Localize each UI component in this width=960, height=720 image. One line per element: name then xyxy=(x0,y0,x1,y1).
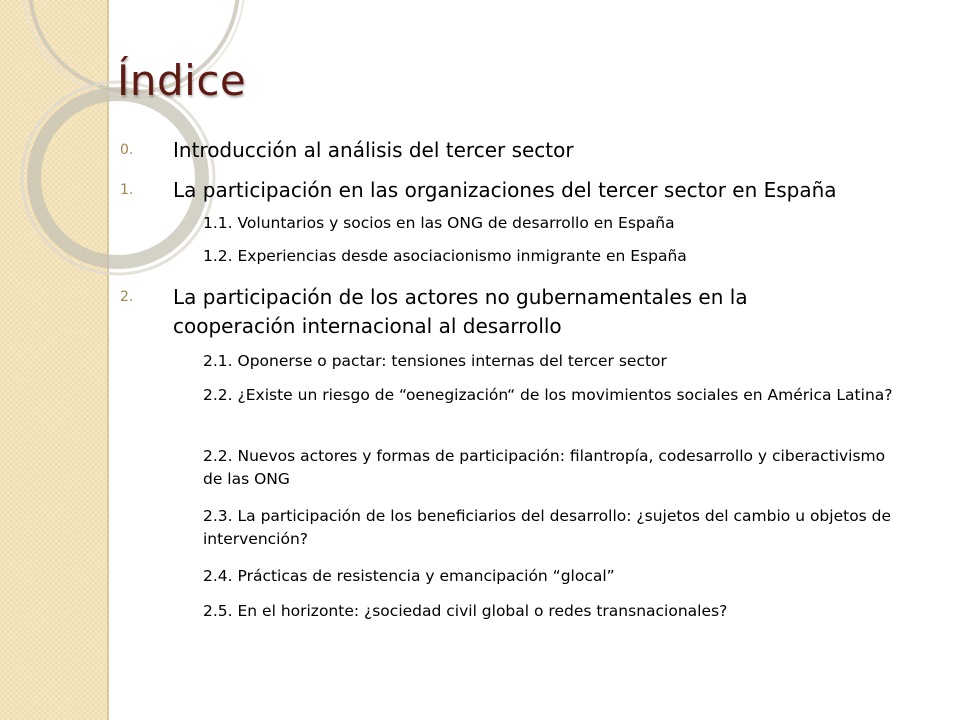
toc-number: 1. xyxy=(120,182,134,198)
slide-title: Índice xyxy=(117,56,247,105)
toc-number: 0. xyxy=(120,142,134,158)
toc-subitem-2-2b: 2.2. Nuevos actores y formas de participación: filantropía, codesarrollo y ciberactivismo de las ONG xyxy=(203,447,886,488)
toc-subitem-2-4: 2.4. Prácticas de resistencia y emancipación “glocal” xyxy=(203,567,615,585)
toc-subitem-2-5: 2.5. En el horizonte: ¿sociedad civil global o redes transnacionales? xyxy=(203,602,728,620)
toc-subitem-2-2: 2.2. ¿Existe un riesgo de “oenegización“ de los movimientos sociales en América Latina? xyxy=(203,386,893,404)
toc-subitem-1-1: 1.1. Voluntarios y socios en las ONG de desarrollo en España xyxy=(203,214,675,232)
toc-subitem-2-3: 2.3. La participación de los beneficiarios del desarrollo: ¿sujetos del cambio u objetos de intervención? xyxy=(203,507,892,548)
toc-text: Introducción al análisis del tercer sector xyxy=(173,138,574,162)
toc-number: 2. xyxy=(120,289,134,305)
toc-text: La participación de los actores no gubernamentales en la cooperación internacional al desarrollo xyxy=(173,285,748,338)
toc-subitem-1-2: 1.2. Experiencias desde asociacionismo inmigrante en España xyxy=(203,247,687,265)
toc-text: La participación en las organizaciones del tercer sector en España xyxy=(173,178,837,202)
toc-subitem-2-1: 2.1. Oponerse o pactar: tensiones internas del tercer sector xyxy=(203,352,667,370)
